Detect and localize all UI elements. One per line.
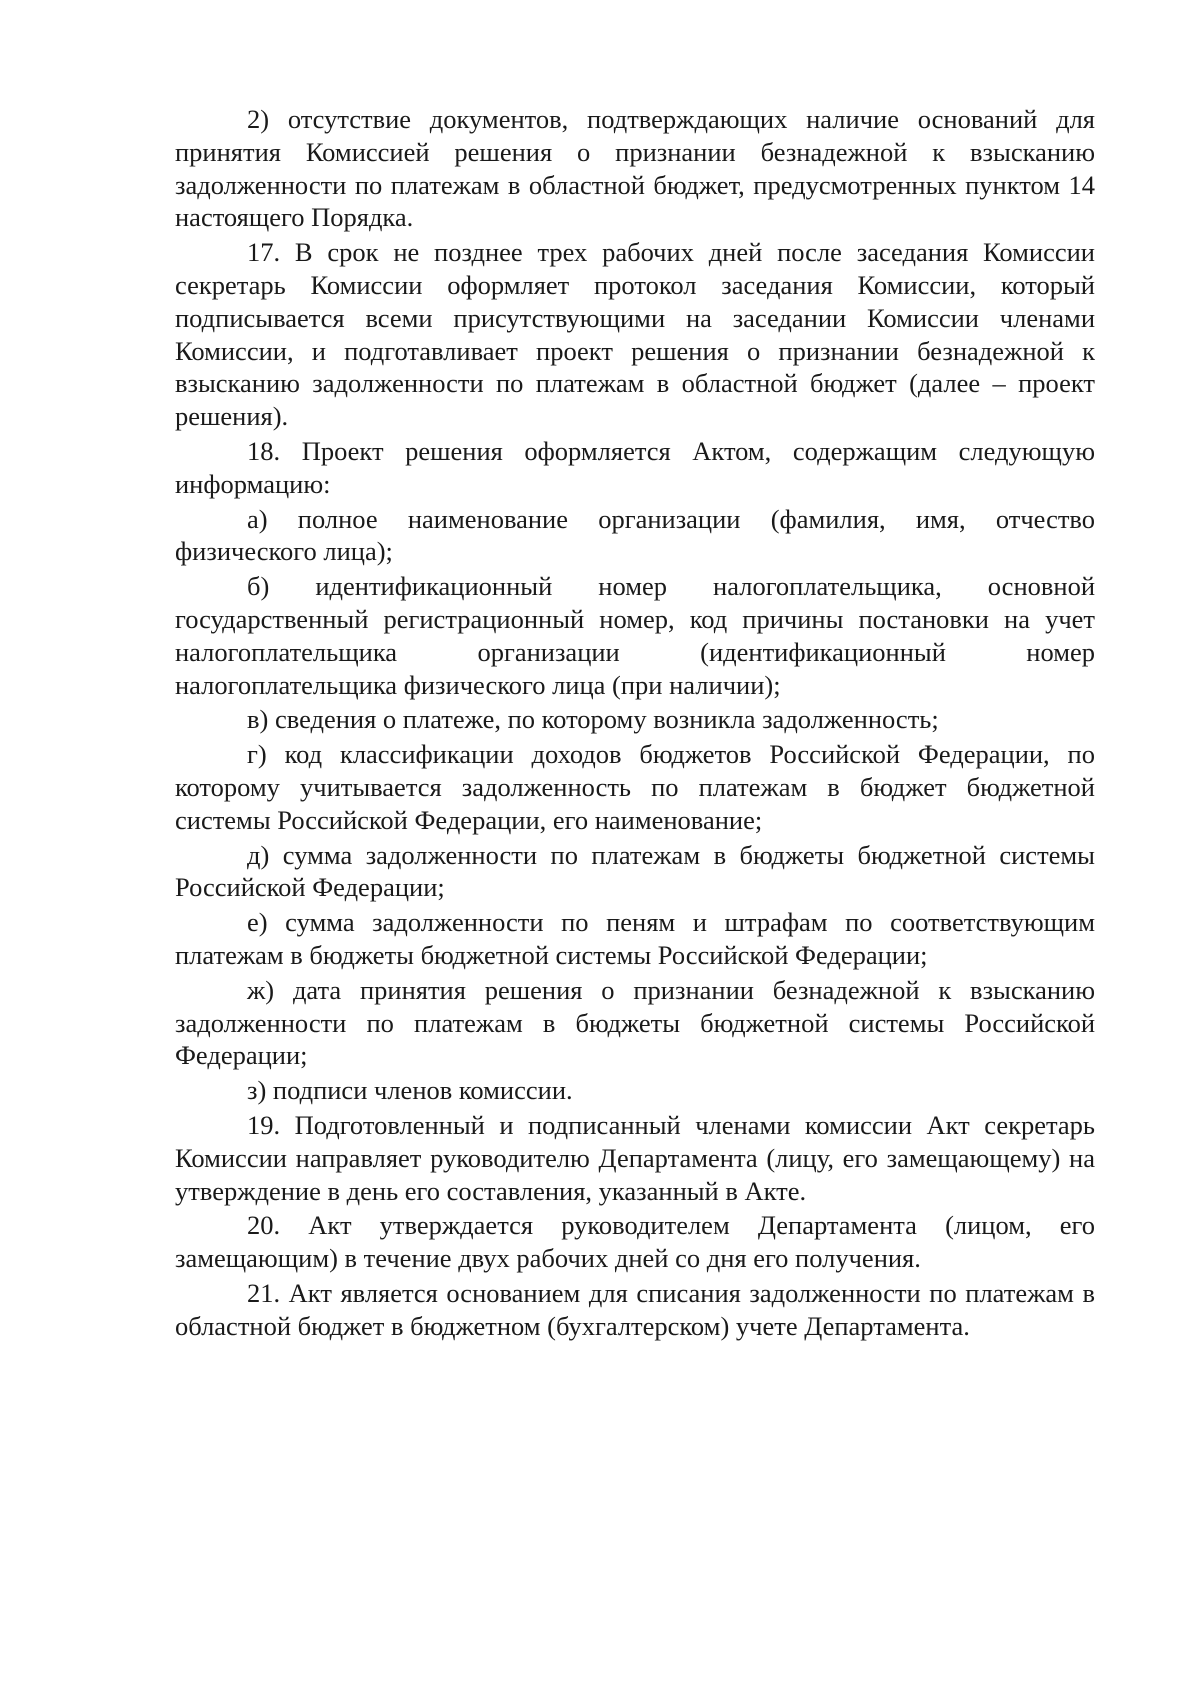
paragraph-18-zh: ж) дата принятия решения о признании безнадежной к взысканию задолженности по платежам в бюджеты бюджетной системы Российской Федерации;	[175, 974, 1095, 1071]
paragraph-18-e: е) сумма задолженности по пеням и штрафам по соответствующим платежам в бюджеты бюджетной системы Российской Федерации;	[175, 907, 1095, 970]
paragraph-19: 19. Подготовленный и подписанный членами комиссии Акт секретарь Комиссии направляет руководителю Департамента (лицу, его замещающему) на утверждение в день его составления, указанный в Акте.	[175, 1109, 1095, 1206]
paragraph-20: 20. Акт утверждается руководителем Департамента (лицом, его замещающим) в течение двух рабочих дней со дня его получения.	[175, 1210, 1095, 1274]
paragraph-item-2: 2) отсутствие документов, подтверждающих наличие оснований для принятия Комиссией решения о признании безнадежной к взысканию задолженности по платежам в областной бюджет, предусмотренных пунктом 14 настоящего Порядка.	[175, 104, 1095, 233]
paragraph-18-g: г) код классификации доходов бюджетов Российской Федерации, по которому учитывается задолженность по платежам в бюджет бюджетной системы Российской Федерации, его наименование;	[175, 739, 1095, 835]
paragraph-18-v: в) сведения о платеже, по которому возникла задолженность;	[247, 704, 939, 735]
paragraph-18-z: з) подписи членов комиссии.	[247, 1075, 573, 1106]
paragraph-18-a: а) полное наименование организации (фамилия, имя, отчество физического лица);	[175, 503, 1095, 567]
document-body	[175, 103, 1095, 1342]
paragraph-21: 21. Акт является основанием для списания задолженности по платежам в областной бюджет в бюджетном (бухгалтерском) учете Департамента.	[175, 1277, 1095, 1341]
paragraph-18: 18. Проект решения оформляется Актом, содержащим следующую информацию:	[175, 435, 1095, 499]
paragraph-18-b: б) идентификационный номер налогоплательщика, основной государственный регистрационный номер, код причины постановки на учет налогоплательщика организации (идентификационный номер налогоплательщика физического лица (при наличии);	[175, 571, 1095, 700]
paragraph-17: 17. В срок не позднее трех рабочих дней после заседания Комиссии секретарь Комиссии оформляет протокол заседания Комиссии, который подписывается всеми присутствующими на заседании Комиссии членами Комиссии, и подготавливает проект решения о признании безнадежной к взысканию задолженности по платежам в областной бюджет (далее – проект решения).	[175, 237, 1095, 432]
paragraph-18-d: д) сумма задолженности по платежам в бюджеты бюджетной системы Российской Федерации;	[175, 839, 1095, 903]
